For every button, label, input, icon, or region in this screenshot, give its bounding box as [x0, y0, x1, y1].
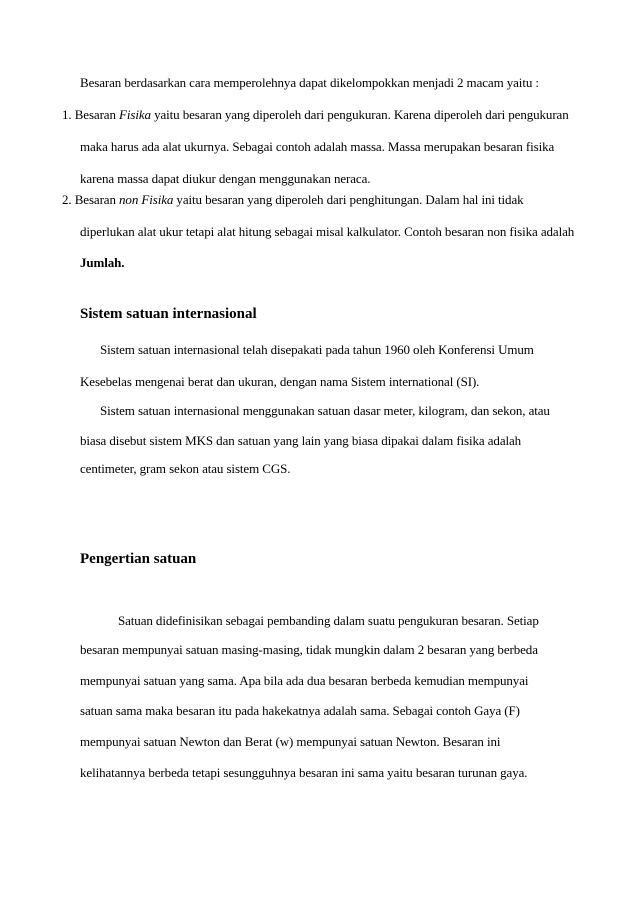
list-item-2-prefix: 2. Besaran	[62, 192, 120, 207]
list-item-1-line-1	[62, 107, 569, 123]
section-1-paragraph-1-line-2: Kesebelas mengenai berat dan ukuran, dengan nama Sistem international (SI).	[80, 374, 480, 389]
section-1-paragraph-2-line-3: centimeter, gram sekon atau sistem CGS.	[80, 461, 291, 476]
list-item-1-line-2: maka harus ada alat ukurnya. Sebagai contoh adalah massa. Massa merupakan besaran fisika	[80, 139, 555, 154]
list-item-1-prefix: 1. Besaran	[62, 107, 120, 122]
section-heading-sistem-satuan: Sistem satuan internasional	[80, 306, 257, 322]
list-item-2-line-2: diperlukan alat ukur tetapi alat hitung sebagai misal kalkulator. Contoh besaran non fisika adalah	[80, 224, 575, 239]
list-item-1-line-3: karena massa dapat diukur dengan menggunakan neraca.	[80, 171, 371, 186]
list-item-2-line-3: Jumlah.	[80, 255, 125, 270]
section-2-line-4: satuan sama maka besaran itu pada hakekatnya adalah sama. Sebagai contoh Gaya (F)	[80, 703, 520, 718]
section-2-line-5: mempunyai satuan Newton dan Berat (w) mempunyai satuan Newton. Besaran ini	[80, 734, 501, 749]
section-2-line-1: Satuan didefinisikan sebagai pembanding dalam suatu pengukuran besaran. Setiap	[118, 613, 539, 628]
section-2-line-2: besaran mempunyai satuan masing-masing, tidak mungkin dalam 2 besaran yang berbeda	[80, 642, 538, 657]
list-item-2-text: yaitu besaran yang diperoleh dari penghitungan. Dalam hal ini tidak	[173, 192, 524, 207]
list-item-2-line-1	[62, 192, 524, 208]
section-2-line-6: kelihatannya berbeda tetapi sesungguhnya besaran ini sama yaitu besaran turunan gaya.	[80, 765, 528, 780]
section-1-paragraph-1-line-1: Sistem satuan internasional telah disepakati pada tahun 1960 oleh Konferensi Umum	[100, 342, 534, 357]
list-item-1-text: yaitu besaran yang diperoleh dari pengukuran. Karena diperoleh dari pengukuran	[150, 107, 569, 122]
section-heading-pengertian-satuan: Pengertian satuan	[80, 551, 197, 567]
section-1-paragraph-2-line-1: Sistem satuan internasional menggunakan satuan dasar meter, kilogram, dan sekon, atau	[100, 403, 550, 418]
list-item-1-term: Fisika	[119, 107, 151, 122]
section-1-paragraph-2-line-2: biasa disebut sistem MKS dan satuan yang lain yang biasa dipakai dalam fisika adalah	[80, 433, 522, 448]
intro-paragraph: Besaran berdasarkan cara memperolehnya dapat dikelompokkan menjadi 2 macam yaitu :	[80, 75, 539, 90]
section-2-line-3: mempunyai satuan yang sama. Apa bila ada dua besaran berbeda kemudian mempunyai	[80, 673, 529, 688]
list-item-2-term: non Fisika	[119, 192, 174, 207]
